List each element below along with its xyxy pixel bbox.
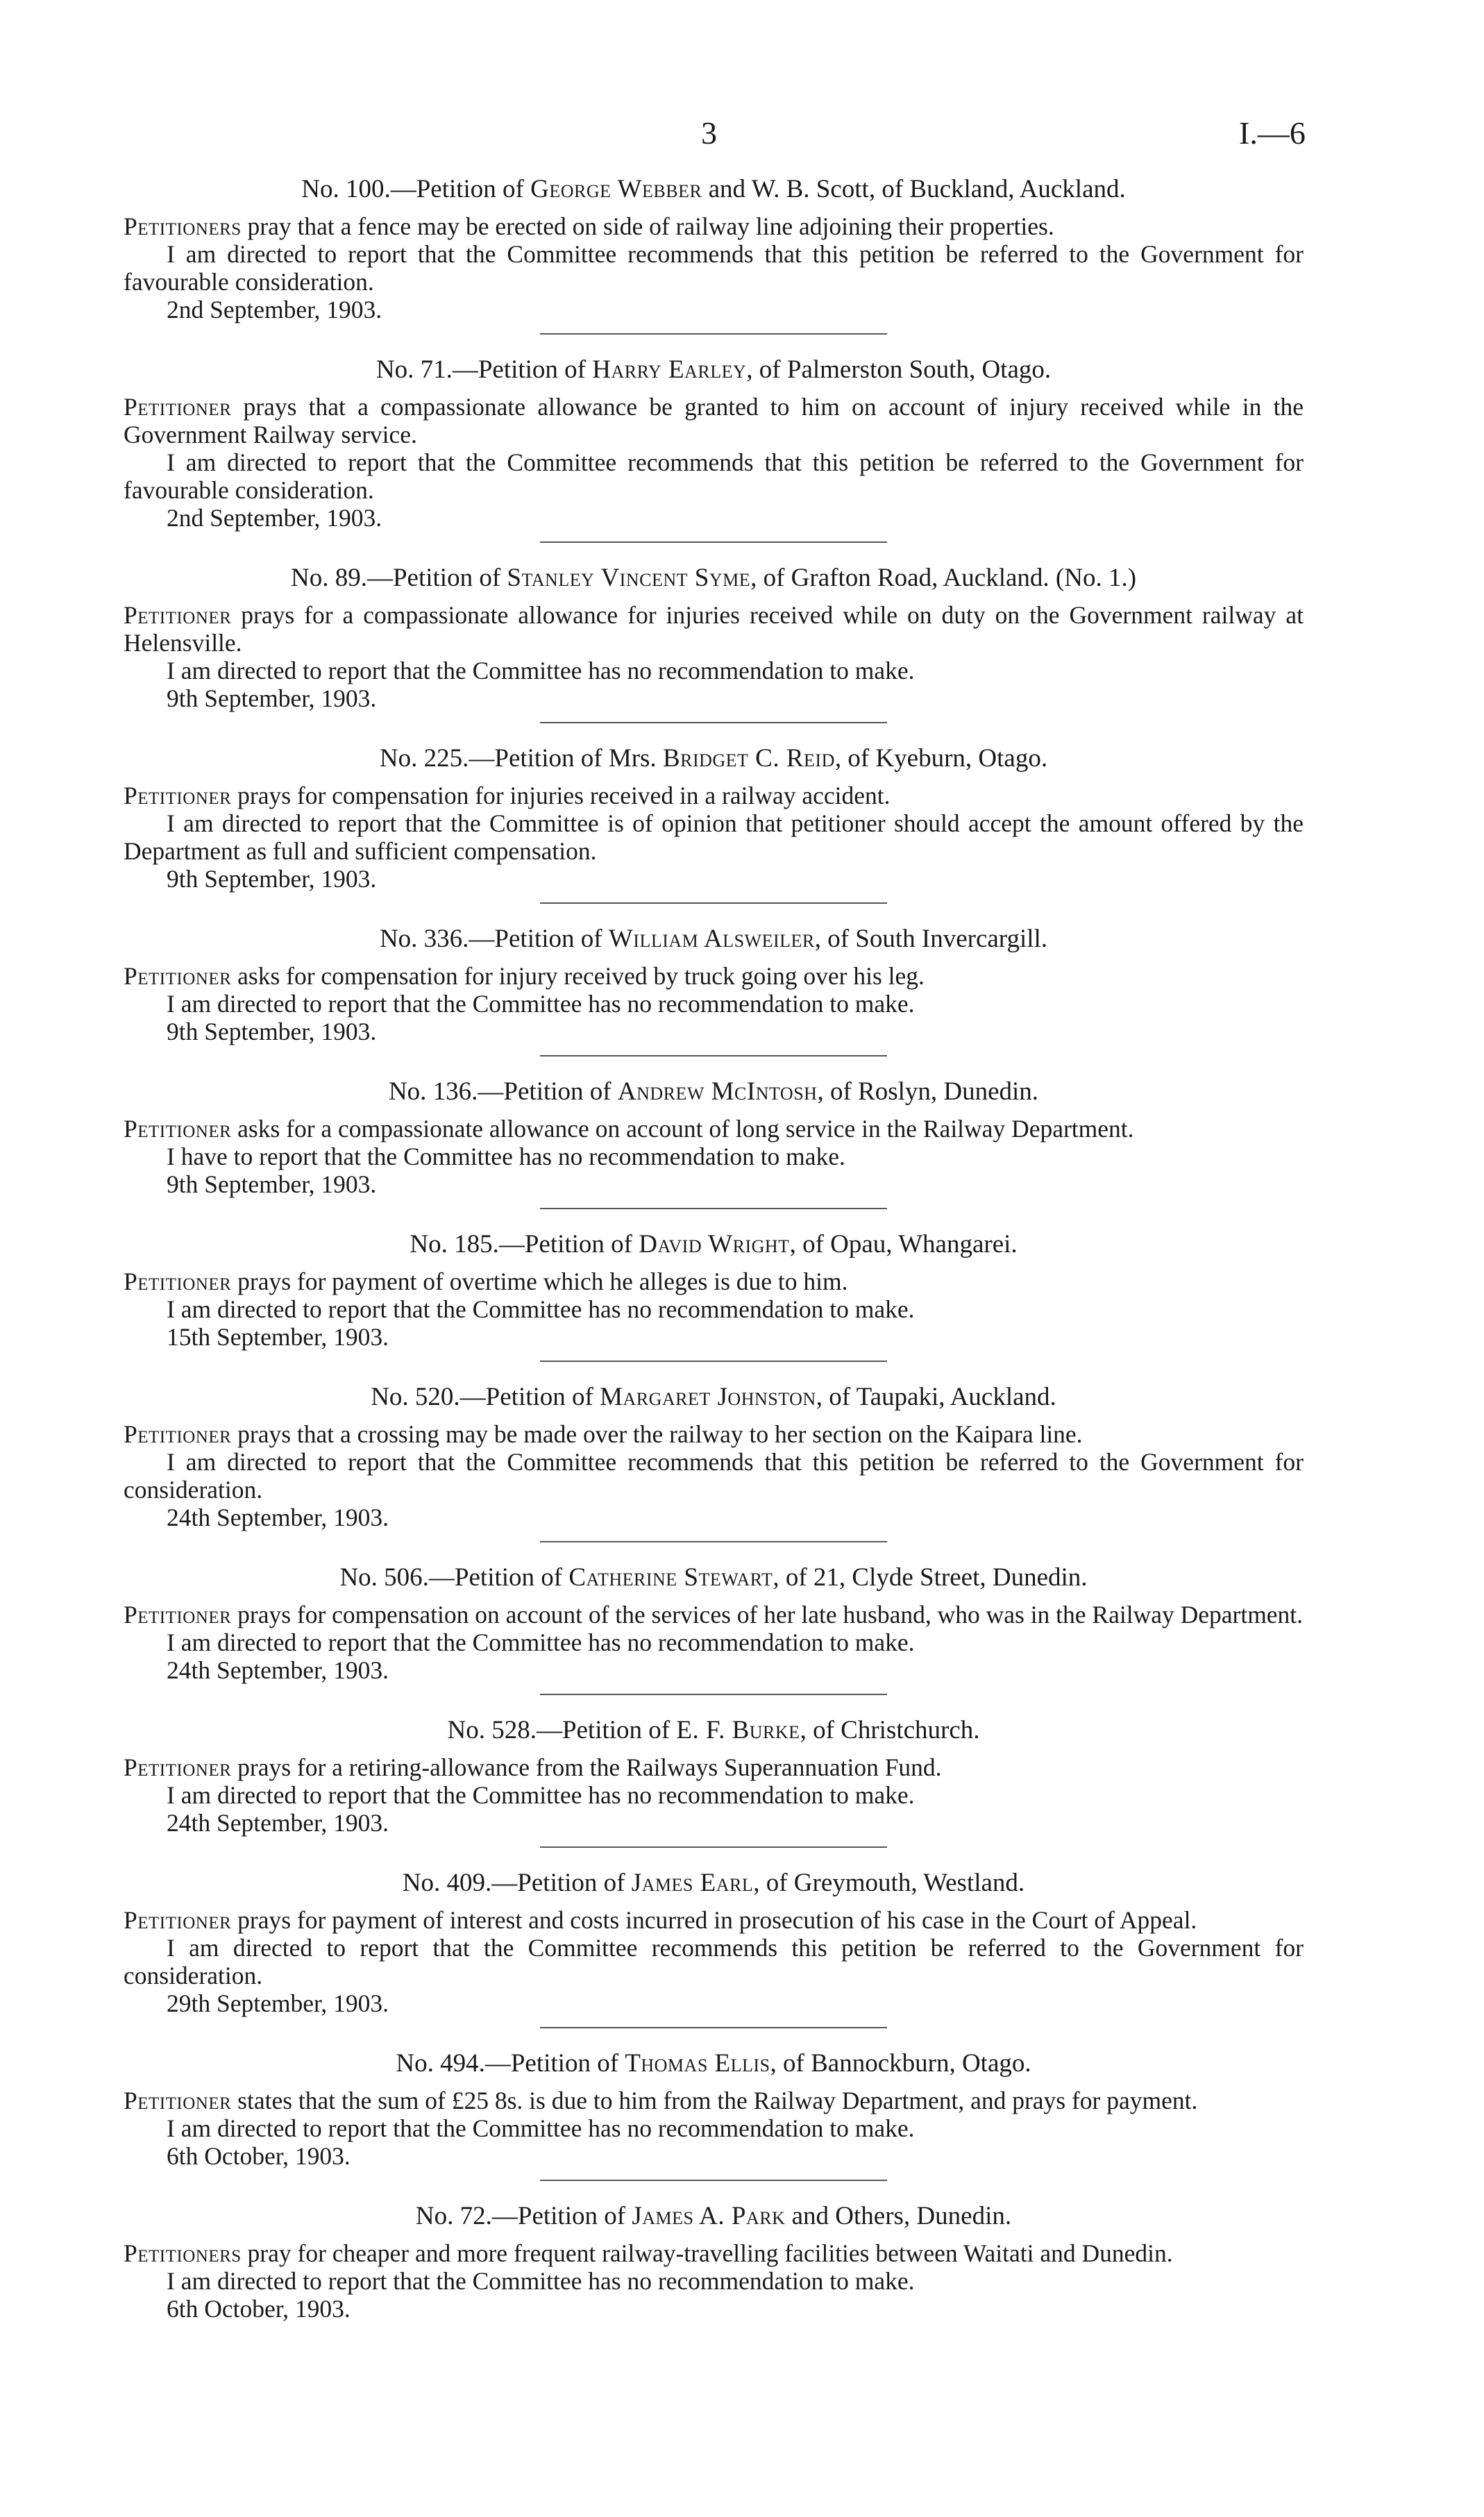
committee-report: I am directed to report that the Committee recommends that this petition be referred to the Government for favourable consideration. xyxy=(124,240,1304,296)
petition-entry xyxy=(124,355,1304,543)
report-date: 15th September, 1903. xyxy=(167,1323,389,1351)
petitioner-name: E. F. Burke xyxy=(676,1716,800,1744)
petition-entry xyxy=(124,1383,1304,1542)
report-date: 24th September, 1903. xyxy=(167,1656,389,1684)
report-date: 9th September, 1903. xyxy=(167,1018,377,1045)
petitioner-name: George Webber xyxy=(530,175,702,203)
section-divider xyxy=(540,333,887,335)
petition-entry xyxy=(124,2049,1304,2181)
petitioner-name: Stanley Vincent Syme xyxy=(507,564,751,592)
petition-prayer: Petitioner asks for compensation for injury received by truck going over his leg. xyxy=(124,962,925,990)
report-date: 9th September, 1903. xyxy=(167,865,377,893)
petitioner-name: Bridget C. Reid xyxy=(662,744,835,773)
committee-report: I am directed to report that the Committee has no recommendation to make. xyxy=(167,1628,915,1656)
petition-title: No. 136.—Petition of Andrew McIntosh, of Roslyn, Dunedin. xyxy=(388,1077,1039,1106)
petitioner-name: Thomas Ellis xyxy=(625,2049,770,2078)
committee-report: I am directed to report that the Committee has no recommendation to make. xyxy=(167,657,915,684)
petition-title: No. 225.—Petition of Mrs. Bridget C. Reid, of Kyeburn, Otago. xyxy=(379,744,1048,773)
report-date: 2nd September, 1903. xyxy=(167,504,382,532)
petition-entry xyxy=(124,1563,1304,1695)
section-divider xyxy=(540,1541,887,1542)
committee-report: I am directed to report that the Committee recommends that this petition be referred to the Government for favourable consideration. xyxy=(124,448,1304,504)
report-date: 29th September, 1903. xyxy=(167,1989,389,2017)
committee-report: I am directed to report that the Committee recommends this petition be referred to the Government for consideration. xyxy=(124,1934,1304,1989)
section-divider xyxy=(540,1361,887,1362)
petition-entry xyxy=(124,1869,1304,2028)
petition-title: No. 100.—Petition of George Webber and W. B. Scott, of Buckland, Auckland. xyxy=(301,175,1126,203)
petitioner-name: James Earl xyxy=(631,1869,754,1897)
paper-reference: I.—6 xyxy=(1239,115,1306,151)
section-divider xyxy=(540,1846,887,1848)
petitioner-name: Andrew McIntosh xyxy=(617,1077,818,1106)
petition-title: No. 409.—Petition of James Earl, of Greymouth, Westland. xyxy=(402,1869,1025,1897)
committee-report: I am directed to report that the Committee has no recommendation to make. xyxy=(167,1781,915,1809)
petitioner-name: David Wright xyxy=(639,1230,790,1258)
report-date: 9th September, 1903. xyxy=(167,684,377,712)
petition-entry xyxy=(124,1716,1304,1848)
petition-prayer: Petitioner prays for payment of overtime which he alleges is due to him. xyxy=(124,1268,848,1295)
petition-prayer: Petitioner prays for payment of interest and costs incurred in prosecution of his case in the Court of Appeal. xyxy=(124,1906,1197,1934)
petition-title: No. 185.—Petition of David Wright, of Opau, Whangarei. xyxy=(410,1230,1018,1258)
petition-title: No. 494.—Petition of Thomas Ellis, of Bannockburn, Otago. xyxy=(396,2049,1031,2078)
committee-report: I am directed to report that the Committee recommends that this petition be referred to the Government for consideration. xyxy=(124,1448,1304,1504)
petition-entry xyxy=(124,175,1304,335)
report-date: 9th September, 1903. xyxy=(167,1170,377,1198)
petition-prayer: Petitioner asks for a compassionate allowance on account of long service in the Railway Department. xyxy=(124,1115,1134,1143)
petition-entry xyxy=(124,744,1304,904)
petition-entry xyxy=(124,564,1304,723)
committee-report: I have to report that the Committee has no recommendation to make. xyxy=(167,1143,845,1170)
committee-report: I am directed to report that the Committee has no recommendation to make. xyxy=(167,2114,915,2142)
petition-entry xyxy=(124,1077,1304,1209)
report-date: 2nd September, 1903. xyxy=(167,296,382,323)
petition-title: No. 89.—Petition of Stanley Vincent Syme, of Grafton Road, Auckland. (No. 1.) xyxy=(290,564,1137,592)
petition-entry xyxy=(124,2202,1304,2323)
report-date: 24th September, 1903. xyxy=(167,1809,389,1837)
petition-prayer: Petitioners pray that a fence may be erected on side of railway line adjoining their properties. xyxy=(124,212,1054,240)
report-date: 24th September, 1903. xyxy=(167,1504,389,1531)
section-divider xyxy=(540,1055,887,1057)
petition-title: No. 336.—Petition of William Alsweiler, of South Invercargill. xyxy=(379,925,1048,953)
petitioner-name: James A. Park xyxy=(632,2202,786,2230)
petition-title: No. 71.—Petition of Harry Earley, of Palmerston South, Otago. xyxy=(376,355,1052,384)
petition-title: No. 520.—Petition of Margaret Johnston, of Taupaki, Auckland. xyxy=(371,1383,1056,1411)
petition-prayer: Petitioners pray for cheaper and more frequent railway-travelling facilities between Waitati and Dunedin. xyxy=(124,2239,1173,2267)
petition-prayer: Petitioner prays for a compassionate allowance for injuries received while on duty on the Government railway at Helensville. xyxy=(124,601,1304,657)
petition-prayer: Petitioner states that the sum of £25 8s. is due to him from the Railway Department, and prays for payment. xyxy=(124,2087,1198,2114)
petition-prayer: Petitioner prays for a retiring-allowance from the Railways Superannuation Fund. xyxy=(124,1753,942,1781)
petitioner-name: Harry Earley xyxy=(592,355,747,384)
section-divider xyxy=(540,2180,887,2181)
petition-prayer: Petitioner prays that a crossing may be made over the railway to her section on the Kaipara line. xyxy=(124,1420,1083,1448)
section-divider xyxy=(540,902,887,904)
petition-entry xyxy=(124,1230,1304,1362)
section-divider xyxy=(540,2027,887,2028)
committee-report: I am directed to report that the Committee is of opinion that petitioner should accept the amount offered by the Department as full and sufficient compensation. xyxy=(124,809,1304,865)
petition-prayer: Petitioner prays for compensation for injuries received in a railway accident. xyxy=(124,782,891,809)
committee-report: I am directed to report that the Committee has no recommendation to make. xyxy=(167,990,915,1018)
report-date: 6th October, 1903. xyxy=(167,2142,351,2170)
petitioner-name: William Alsweiler xyxy=(608,925,815,953)
committee-report: I am directed to report that the Committee has no recommendation to make. xyxy=(167,1295,915,1323)
petition-entry xyxy=(124,925,1304,1057)
page-number: 3 xyxy=(701,115,717,151)
petition-prayer: Petitioner prays that a compassionate allowance be granted to him on account of injury received while in the Government Railway service. xyxy=(124,393,1304,448)
section-divider xyxy=(540,722,887,723)
petitioner-name: Margaret Johnston xyxy=(600,1383,816,1411)
committee-report: I am directed to report that the Committee has no recommendation to make. xyxy=(167,2267,915,2295)
petition-title: No. 72.—Petition of James A. Park and Others, Dunedin. xyxy=(415,2202,1012,2230)
petition-title: No. 528.—Petition of E. F. Burke, of Christchurch. xyxy=(447,1716,980,1744)
section-divider xyxy=(540,1208,887,1209)
petition-title: No. 506.—Petition of Catherine Stewart, of 21, Clyde Street, Dunedin. xyxy=(339,1563,1088,1592)
petitions-list xyxy=(124,175,1304,2323)
petitioner-name: Catherine Stewart xyxy=(568,1563,773,1592)
section-divider xyxy=(540,541,887,543)
section-divider xyxy=(540,1694,887,1695)
petition-prayer: Petitioner prays for compensation on account of the services of her late husband, who was in the Railway Department. xyxy=(124,1601,1304,1628)
report-date: 6th October, 1903. xyxy=(167,2295,351,2323)
